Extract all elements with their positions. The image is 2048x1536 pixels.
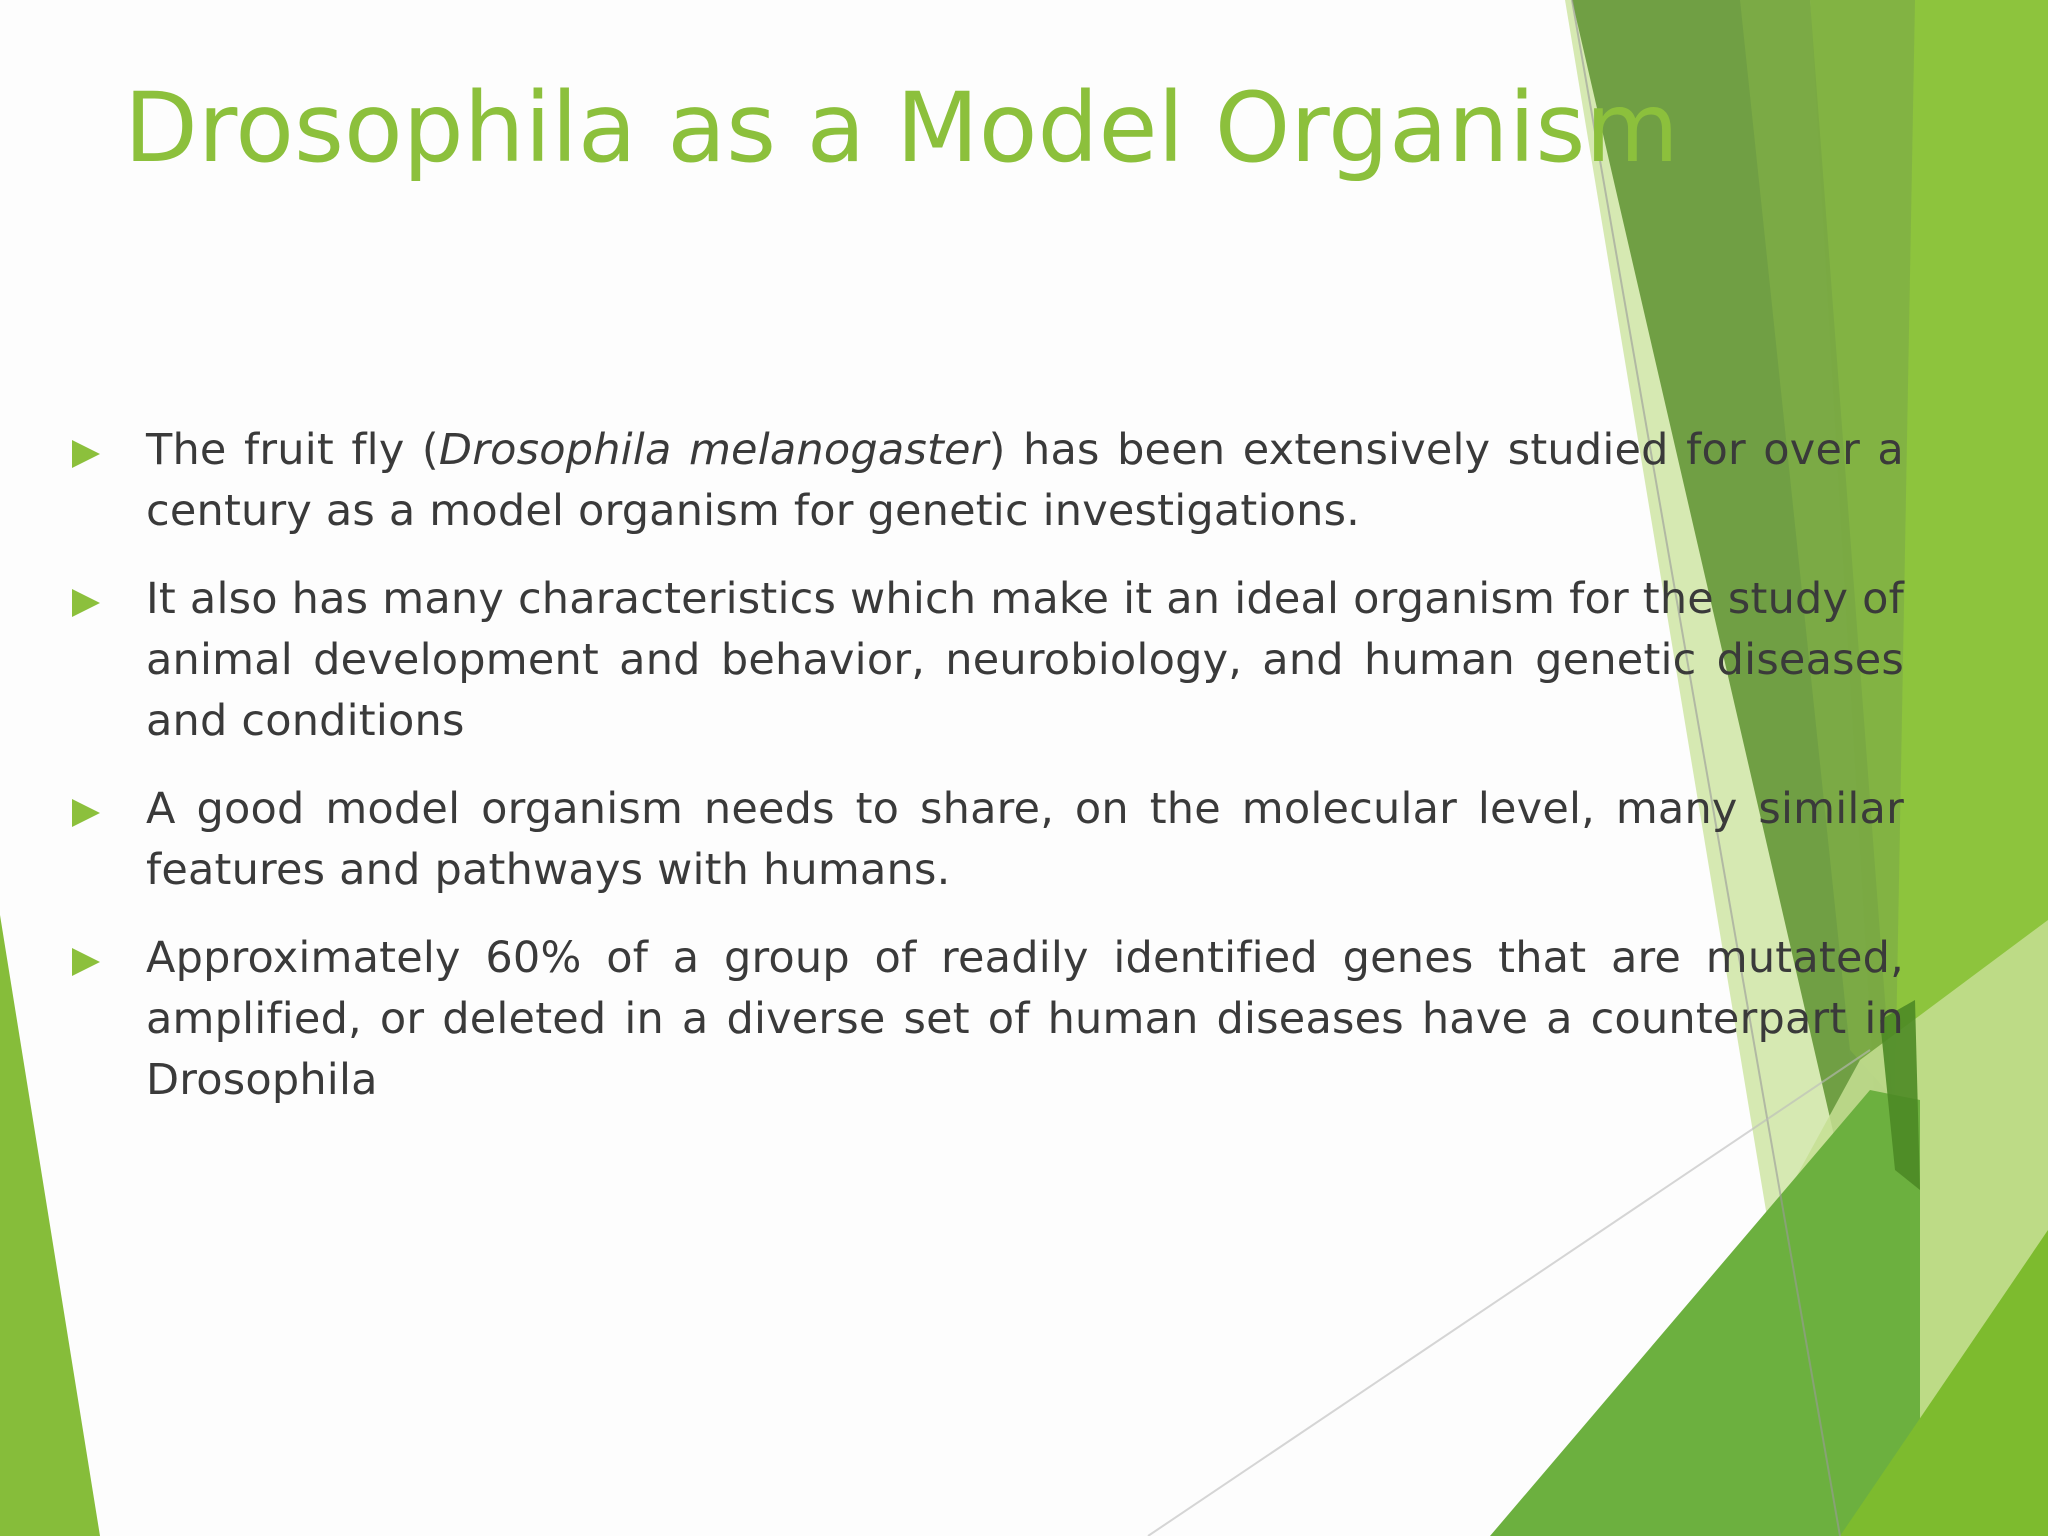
bullet-item <box>70 420 1904 542</box>
bullet-item <box>70 569 1904 752</box>
bullet-text: Approximately 60% of a group of readily identified genes that are mutated, amplified, or deleted in a diverse set of human diseases have a counterpart in Drosophila <box>146 933 1904 1105</box>
triangle-right-icon <box>70 779 146 841</box>
slide-title: Drosophila as a Model Organism <box>124 72 1679 184</box>
bullet-item <box>70 779 1904 901</box>
bullet-text-part: ) has been extensively studied for over a century as a model organism for genetic investigations. <box>146 425 1904 536</box>
bullet-item <box>70 928 1904 1111</box>
triangle-right-icon <box>70 569 146 631</box>
bottom-right-green-triangle <box>1490 1090 1920 1536</box>
bullet-text: A good model organism needs to share, on the molecular level, many similar features and pathways with humans. <box>146 784 1904 895</box>
bullet-text-part: The fruit fly ( <box>146 425 439 475</box>
bullet-text: It also has many characteristics which make it an ideal organism for the study of animal development and behavior, neurobiology, and human genetic diseases and conditions <box>146 574 1904 746</box>
species-name-italic: Drosophila melanogaster <box>438 425 989 475</box>
triangle-right-icon <box>70 420 146 482</box>
triangle-right-icon <box>70 928 146 990</box>
bullet-text <box>146 420 1904 542</box>
bullet-list <box>70 420 1904 1138</box>
